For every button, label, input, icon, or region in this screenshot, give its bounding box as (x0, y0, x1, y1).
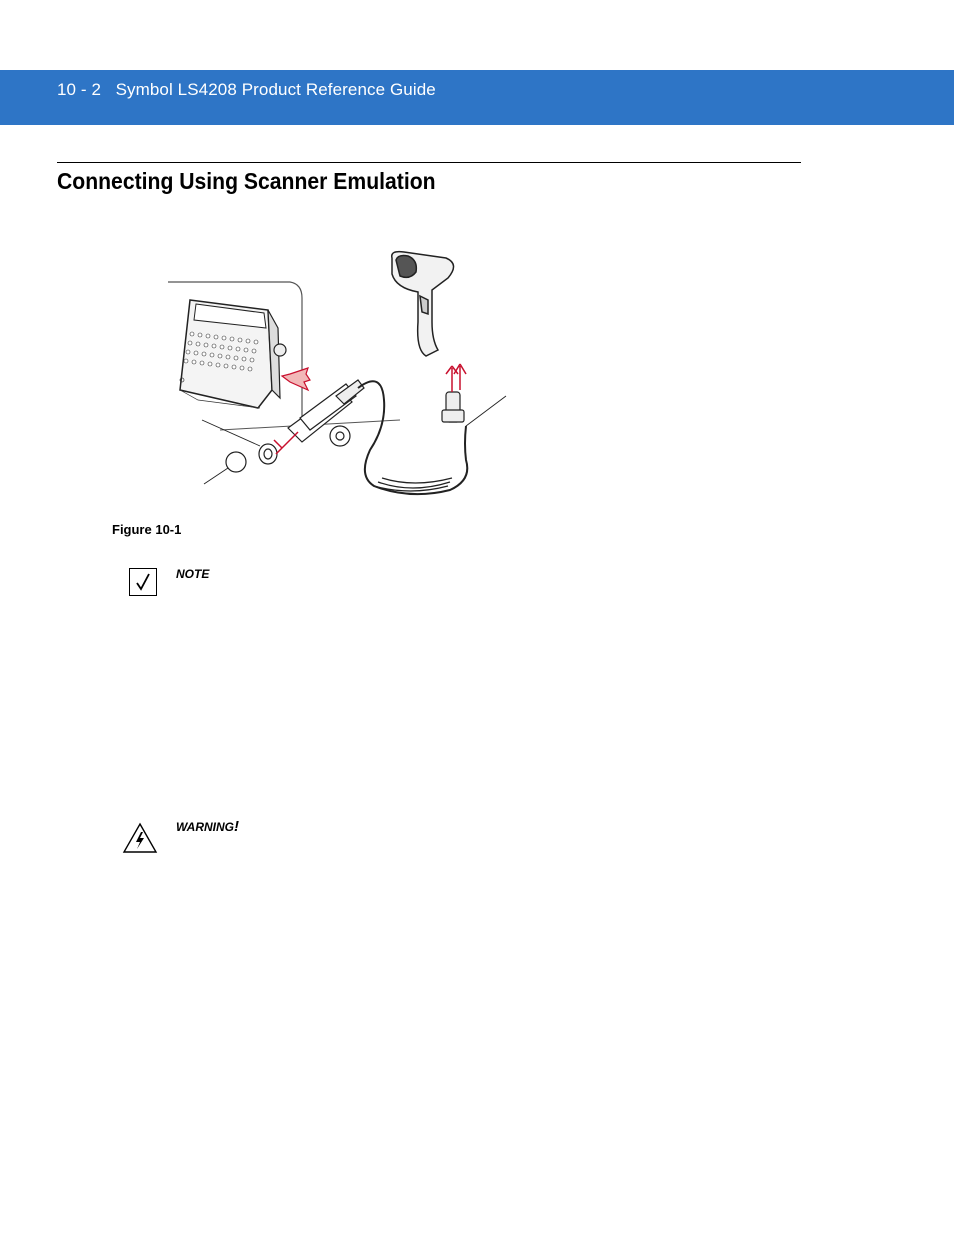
lightning-warning-icon (122, 822, 158, 854)
handheld-scanner-icon (392, 252, 454, 356)
section-title: Connecting Using Scanner Emulation (57, 168, 436, 194)
warning-label (176, 818, 239, 835)
cable-connector-icon (288, 380, 364, 442)
figure-caption: Figure 10-1 (112, 522, 182, 537)
note-label: NOTE (176, 567, 210, 581)
cable-plug-icon (442, 392, 464, 422)
callout-line-left (202, 420, 260, 446)
push-arrow-icon (282, 368, 310, 390)
title-rule (57, 162, 801, 163)
callout-line-right (466, 396, 506, 426)
insert-arrow-icon (274, 432, 298, 454)
page-number: 10 - 2 (57, 80, 102, 99)
scanner-connection-illustration (160, 250, 520, 510)
ports-icon (226, 426, 350, 472)
upward-arrow-right-icon (454, 364, 466, 390)
warning-text: WARNING (176, 820, 234, 834)
terminal-device-icon (180, 300, 286, 408)
running-header (57, 80, 436, 100)
callout-line-lower (204, 468, 228, 484)
connection-figure (160, 250, 520, 510)
warning-mark: ! (234, 818, 239, 835)
checkmark-icon (129, 568, 157, 596)
guide-title: Symbol LS4208 Product Reference Guide (115, 80, 436, 99)
